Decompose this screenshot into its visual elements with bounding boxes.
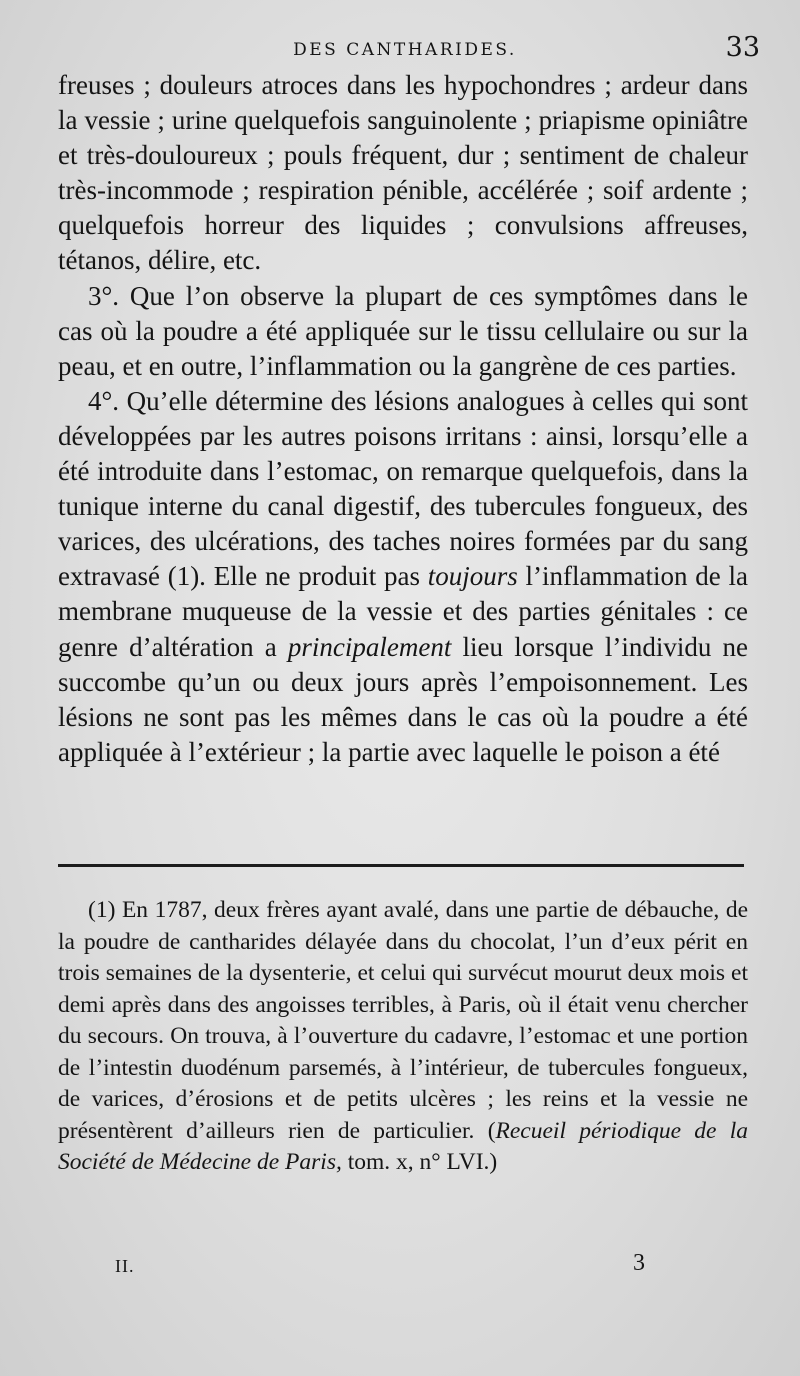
footnote [58, 895, 748, 1179]
paragraph-4-text-b: l’inflammation de la membrane muqueuse de la vessie et des parties génitales : ce genre d’altération a [58, 561, 748, 662]
running-header [60, 30, 760, 70]
page-footer [115, 1250, 645, 1280]
paragraph-4-text-c: lieu lorsque l’individu ne succombe qu’un ou deux jours après l’empoisonnement. Les lésions ne sont pas les mêmes dans le cas où la poudre a été appliquée à l’extérieur ; la partie avec laquelle le poison a été [58, 631, 749, 767]
footnote-citation-open: ( [487, 1117, 496, 1144]
signature-mark: 3 [633, 1250, 645, 1276]
footnote-separator [58, 864, 744, 867]
paragraph-4-text-a: 4°. Qu’elle détermine des lésions analogues à celles qui sont développées par les autres poisons irritans : ainsi, lorsqu’elle a été introduite dans l’estomac, on remarque quelquefois, dans la tunique interne du canal digestif, des tubercules fongueux, des varices, des ulcérations, des taches noires formées par du sang extravasé (1). Elle ne produit pas [58, 385, 748, 592]
running-title: DES CANTHARIDES. [293, 40, 517, 60]
volume-mark: II. [115, 1256, 135, 1276]
paragraph-3: 3°. Que l’on observe la plupart de ces symptômes dans le cas où la poudre a été appliquée sur le tissu cellulaire ou sur la peau, et en outre, l’inflammation ou la gangrène de ces parties. [58, 280, 748, 381]
footnote-paragraph [58, 895, 748, 1179]
emphasis-toujours: toujours [427, 561, 518, 592]
main-text [58, 68, 748, 770]
footnote-citation-tail: tom. x, n° LVI.) [341, 1149, 498, 1175]
page-number: 33 [725, 32, 760, 63]
footnote-text: (1) En 1787, deux frères ayant avalé, dans une partie de débauche, de la poudre de cantharides délayée dans du chocolat, l’un d’eux périt en trois semaines de la dysenterie, et celui qui survécut mourut deux mois et demi après dans des angoisses terribles, à Paris, où il était venu chercher du secours. On trouva, à l’ouverture du cadavre, l’estomac et une portion de l’intestin duodénum parsemés, à l’intérieur, de tubercules fongueux, de varices, d’érosions et de petits ulcères ; les reins et la vessie ne présentèrent d’ailleurs rien de particulier. [58, 897, 748, 1144]
footnote-citation: Recueil périodique de la Société de Médecine de Paris, [58, 1117, 748, 1175]
emphasis-principalement: principalement [287, 631, 452, 662]
paragraph-4 [58, 384, 748, 770]
paragraph-continued: freuses ; douleurs atroces dans les hypochondres ; ardeur dans la vessie ; urine quelquefois sanguinolente ; priapisme opiniâtre et très-douloureux ; pouls fréquent, dur ; sentiment de chaleur très-incommode ; respiration pénible, accélérée ; soif ardente ; quelquefois horreur des liquides ; convulsions affreuses, tétanos, délire, etc. [58, 70, 748, 276]
